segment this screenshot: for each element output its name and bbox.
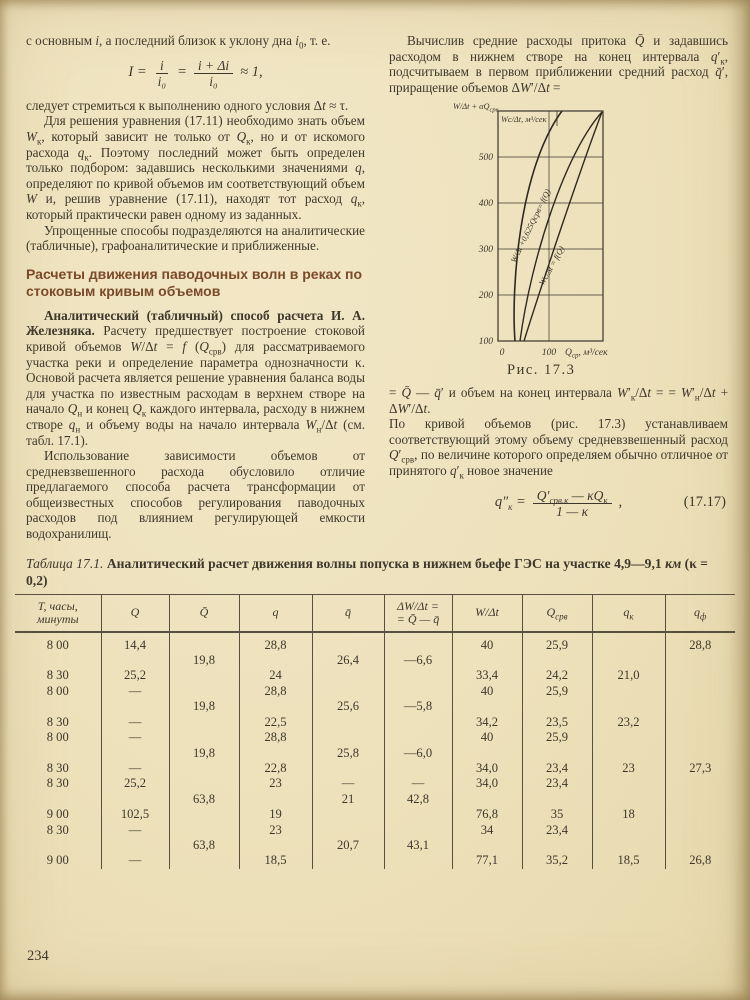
- x-axis-title: [565, 348, 608, 360]
- formula-17-17: [389, 488, 728, 519]
- table-cell: [15, 838, 101, 853]
- left-column: [26, 33, 365, 542]
- table-cell: 25,9: [522, 730, 592, 745]
- table-cell: [384, 632, 452, 653]
- formula-lhs: I =: [128, 64, 147, 81]
- table-cell: 25,8: [312, 746, 384, 761]
- table-cell: —: [101, 823, 169, 838]
- table-cell: [169, 715, 239, 730]
- table-cell: [665, 668, 735, 683]
- fraction-denominator: i₀: [157, 73, 167, 89]
- table-cell: [522, 653, 592, 668]
- table-cell: 8 30: [46, 760, 69, 775]
- table-cell: 18: [592, 807, 665, 822]
- table-cell: —: [101, 715, 169, 730]
- paragraph: с основным i, а последний близок к уклону дна $i_0$, т. е.: [26, 33, 331, 51]
- column-header: q: [239, 594, 312, 632]
- column-header: Q: [101, 594, 169, 632]
- table-cell: [522, 699, 592, 714]
- column-header: ΔW/Δt = = Q̄ — q̄: [384, 594, 452, 632]
- fraction-numerator: i: [156, 58, 168, 74]
- column-header: T, часы, минуты: [15, 594, 101, 632]
- paragraph: Упрощенные способы подразделяются на аналитические (табличные), графоаналитические и приближенные.: [26, 222, 365, 254]
- table-cell: 19: [239, 807, 312, 822]
- table-cell: [15, 653, 101, 668]
- table-cell: 23,4: [522, 823, 592, 838]
- fraction-numerator: $Q'_{срв.к}$ — $\kappa Q_к$: [533, 488, 612, 504]
- table-row: [15, 838, 735, 853]
- equals-sign: =: [177, 64, 187, 81]
- table-cell: [522, 792, 592, 807]
- table-cell: 24,2: [522, 668, 592, 683]
- table-cell: [592, 823, 665, 838]
- table-header: [15, 594, 735, 632]
- bold-lead-in: Аналитический (табличный) способ расчета И. А. Железняка.: [26, 307, 365, 339]
- y-tick-500: 500: [478, 153, 493, 164]
- table-cell: 28,8: [239, 730, 312, 745]
- y-tick-200: 200: [478, 291, 493, 302]
- curve-label-loop: Wс/Δt = f(Q): [537, 245, 567, 288]
- table-cell: [101, 746, 169, 761]
- y-axis-outer-title-main: W/Δt + αQ: [453, 102, 490, 112]
- x-tick-0: 0: [499, 348, 505, 359]
- paragraph-text: Расчету предшествует построение стоковой кривой объемов W/Δt = f $(Q_{срв})$ для рассматриваемого участка реки и определение параметра однозначности κ. Основой расчета является решение уравнения баланса воды для участка по известным расходам в верхнем створе на начало $Q_н$ и конец $Q_к$ каждого интервала, расходу в нижнем створе $q_н$ и объему воды на начало интервала $W_н/\Delta t$ (см. табл. 17.1).: [26, 323, 366, 448]
- formula-rhs: ≈ 1,: [240, 64, 263, 81]
- column-header: Q̄: [169, 594, 239, 632]
- table-cell: 34,0: [452, 776, 522, 791]
- fraction-denominator: i₀: [209, 73, 218, 89]
- table-cell: 34: [452, 823, 522, 838]
- table-cell: [665, 823, 735, 838]
- table-cell: [665, 715, 735, 730]
- table-cell: —: [101, 684, 169, 699]
- fraction: [154, 58, 170, 89]
- table-cell: 9 00: [46, 807, 69, 822]
- fraction-numerator: i + Δi: [194, 58, 233, 74]
- y-tick-300: 300: [478, 245, 493, 256]
- table-cell: [101, 838, 169, 853]
- table-header-row: [15, 594, 735, 632]
- table-cell: [312, 715, 384, 730]
- table-cell: 34,0: [452, 761, 522, 776]
- table-cell: 18,5: [239, 853, 312, 868]
- y-axis-tick-labels: [478, 153, 494, 347]
- table-cell: 23,4: [522, 761, 592, 776]
- table-cell: 26,4: [312, 653, 384, 668]
- table-cell: [169, 853, 239, 868]
- table-cell: —6,0: [384, 746, 452, 761]
- column-header: q̄: [312, 594, 384, 632]
- table-cell: [239, 653, 312, 668]
- table-cell: [592, 730, 665, 745]
- table-cell: 27,3: [665, 761, 735, 776]
- table-cell: 8 30: [46, 822, 69, 837]
- table-cell: [169, 776, 239, 791]
- table-cell: [169, 684, 239, 699]
- section-heading: Расчеты движения паводочных волн в реках по стоковым кривым объемов: [26, 265, 363, 299]
- paragraph: По кривой объемов (рис. 17.3) устанавливаем соответствующий этому объему средневзвешенный расход $Q'_{срв}$, по величине которого определяем обычно отличное от принятого $q'_к$ новое значение: [389, 416, 728, 481]
- table-cell: [169, 823, 239, 838]
- volume-curves-chart: [453, 99, 705, 361]
- column-header: $Q_{срв}$: [522, 594, 592, 632]
- table-cell: [452, 699, 522, 714]
- table-cell: 8 30: [46, 776, 69, 791]
- table-cell: [452, 838, 522, 853]
- formula-comma: ,: [618, 494, 623, 511]
- table-cell: 34,2: [452, 715, 522, 730]
- table-cell: [384, 730, 452, 745]
- y-tick-100: 100: [478, 337, 493, 348]
- table-cell: [312, 730, 384, 745]
- table-cell: 25,6: [312, 699, 384, 714]
- table-cell: [15, 699, 101, 714]
- table-cell: 102,5: [101, 807, 169, 822]
- table-cell: 40: [452, 632, 522, 653]
- table-cell: [592, 653, 665, 668]
- table-cell: [452, 653, 522, 668]
- table-cell: [665, 776, 735, 791]
- table-cell: [522, 746, 592, 761]
- table-cell: 23,5: [522, 715, 592, 730]
- column-header: $q_ф$: [665, 594, 735, 632]
- table-cell: [169, 668, 239, 683]
- table-cell: 40: [452, 684, 522, 699]
- curve-loop-falling-limb: [524, 112, 602, 341]
- table-cell: [239, 838, 312, 853]
- curve-weighted-volume: [514, 111, 562, 341]
- column-header: W/Δt: [452, 594, 522, 632]
- table-row: [15, 776, 735, 791]
- table-cell: [384, 761, 452, 776]
- table-cell: 35,2: [522, 853, 592, 868]
- table-cell: 22,8: [239, 761, 312, 776]
- table-cell: [169, 761, 239, 776]
- table-row: [15, 792, 735, 807]
- table-row: [15, 761, 735, 776]
- page-number: 234: [27, 948, 49, 964]
- table-caption: [26, 555, 724, 589]
- paragraph: следует стремиться к выполнению одного условия Δt ≈ τ.: [26, 97, 349, 113]
- table-cell: 63,8: [169, 792, 239, 807]
- table-cell: [312, 823, 384, 838]
- y-axis-outer-title-subscript: срв: [489, 106, 499, 114]
- table-cell: [665, 684, 735, 699]
- y-axis-inner-title: Wс/Δt, м³/сек: [501, 115, 547, 125]
- table-cell: 23,4: [522, 776, 592, 791]
- table-cell: [312, 761, 384, 776]
- table-row: [15, 715, 735, 730]
- table-cell: [665, 653, 735, 668]
- table-cell: 23: [592, 761, 665, 776]
- table-cell: 25,9: [522, 632, 592, 653]
- table-cell: [592, 792, 665, 807]
- table-cell: [665, 699, 735, 714]
- table-cell: 22,5: [239, 715, 312, 730]
- table-cell: [384, 668, 452, 683]
- table-cell: 24: [239, 668, 312, 683]
- table-cell: 40: [452, 730, 522, 745]
- column-header: $q_к$: [592, 594, 665, 632]
- table-cell: [665, 746, 735, 761]
- table-cell: 8 00: [46, 730, 69, 745]
- table-cell: [665, 730, 735, 745]
- x-axis-title-symbol: Q: [565, 348, 572, 359]
- table-cell: 19,8: [169, 699, 239, 714]
- table-cell: 8 30: [46, 714, 69, 729]
- x-axis-title-units: , м³/сек: [578, 348, 608, 359]
- table-cell: [239, 699, 312, 714]
- table-cell: 28,8: [239, 632, 312, 653]
- table-cell: —: [101, 761, 169, 776]
- table-cell: [384, 807, 452, 822]
- table-cell: [239, 792, 312, 807]
- table-cell: 23,2: [592, 715, 665, 730]
- paragraph: = Q̄ — q̄′ и объем на конец интервала $W'_к/\Delta t$ = = $W'_н/\Delta t + \Delta W'/\Delta t$.: [389, 384, 729, 416]
- table-caption-number: Таблица 17.1.: [26, 555, 104, 571]
- table-cell: [312, 684, 384, 699]
- figure-caption: Рис. 17.3: [507, 362, 576, 379]
- table-cell: [452, 746, 522, 761]
- table-cell: 25,9: [522, 684, 592, 699]
- table-body: [15, 632, 735, 869]
- table-cell: —: [101, 853, 169, 868]
- table-caption-title: Аналитический расчет движения волны попуска в нижнем бьефе ГЭС на участке 4,9—9,1 км (κ = 0,2): [26, 555, 708, 588]
- calculation-table: [15, 594, 735, 869]
- table-cell: [592, 746, 665, 761]
- table-cell: —: [101, 730, 169, 745]
- table-cell: 28,8: [665, 632, 735, 653]
- table-row: [15, 653, 735, 668]
- table-cell: [101, 699, 169, 714]
- table-cell: 18,5: [592, 853, 665, 868]
- table-cell: [452, 792, 522, 807]
- table-cell: [312, 632, 384, 653]
- table-cell: 8 00: [46, 683, 69, 698]
- table-cell: [101, 792, 169, 807]
- paragraph: Использование зависимости объемов от средневзвешенного расхода обусловило отличие предлагаемого способа расчета трансформации от общеизвестных способов регулирования паводочных расходов под влиянием регулирующей емкости водохранилищ.: [26, 448, 365, 542]
- table-cell: 8 00: [46, 637, 69, 652]
- paragraph: [26, 308, 365, 448]
- table-cell: —: [384, 776, 452, 791]
- table-cell: 20,7: [312, 838, 384, 853]
- table-cell: 23: [239, 776, 312, 791]
- table-cell: 19,8: [169, 653, 239, 668]
- table-cell: [384, 684, 452, 699]
- table-row: [15, 699, 735, 714]
- table-cell: [384, 715, 452, 730]
- paragraph: Вычислив средние расходы притока Q̄ и задавшись расходом в нижнем створе на конец интервала $q'_к$, подсчитываем в первом приближении средний расход q̄′, приращение объемов ΔW′/Δt =: [389, 33, 728, 95]
- table-cell: [312, 807, 384, 822]
- table-cell: —6,6: [384, 653, 452, 668]
- table-cell: —: [312, 776, 384, 791]
- table-cell: [169, 730, 239, 745]
- table-cell: [665, 807, 735, 822]
- table-cell: 21: [312, 792, 384, 807]
- table-cell: [15, 792, 101, 807]
- table-cell: 26,8: [665, 853, 735, 868]
- equation-number: (17.17): [683, 494, 726, 511]
- table-cell: [312, 668, 384, 683]
- x-axis-title-subscript: ср: [571, 351, 579, 360]
- table-cell: 14,4: [101, 632, 169, 653]
- table-row: [15, 730, 735, 745]
- table-cell: 25,2: [101, 776, 169, 791]
- table-cell: [665, 838, 735, 853]
- x-axis-labels: [500, 348, 608, 360]
- table-cell: 42,8: [384, 792, 452, 807]
- table-cell: [592, 684, 665, 699]
- table-cell: [592, 776, 665, 791]
- table-cell: [169, 807, 239, 822]
- table-cell: [239, 746, 312, 761]
- table-row: [15, 632, 735, 653]
- table-cell: 76,8: [452, 807, 522, 822]
- paragraph: Для решения уравнения (17.11) необходимо знать объем $W_к$, который зависит не только от $Q_к$, но и от искомого расхода $q_к$. Поэтому последний может быть определен только подбором: задавшись несколькими значениями q, определяют по кривой объемов им соответствующий объем W и, решив уравнение (17.11), находят тот расход $q_к$, который практически равен одному из заданных.: [26, 113, 366, 222]
- table-cell: 9 00: [46, 853, 69, 868]
- table-row: [15, 684, 735, 699]
- table-cell: 63,8: [169, 838, 239, 853]
- table-cell: 19,8: [169, 746, 239, 761]
- formula-lhs: $q''_к$ =: [494, 494, 526, 513]
- table-row: [15, 668, 735, 683]
- table-cell: 35: [522, 807, 592, 822]
- table-row: [15, 807, 735, 822]
- table-row: [15, 853, 735, 868]
- table-cell: 43,1: [384, 838, 452, 853]
- table-cell: [384, 853, 452, 868]
- right-column: [389, 33, 728, 542]
- table-row: [15, 746, 735, 761]
- table-cell: —5,8: [384, 699, 452, 714]
- table-cell: [665, 792, 735, 807]
- fraction-denominator: 1 — κ: [556, 503, 589, 519]
- table-cell: 8 30: [46, 668, 69, 683]
- table-cell: [15, 746, 101, 761]
- y-axis-outer-title: [453, 102, 499, 114]
- table-cell: [384, 823, 452, 838]
- table-cell: 21,0: [592, 668, 665, 683]
- table-cell: [592, 838, 665, 853]
- table-cell: [592, 699, 665, 714]
- table-cell: [169, 632, 239, 653]
- table-cell: [101, 653, 169, 668]
- table-cell: 77,1: [452, 853, 522, 868]
- y-tick-400: 400: [478, 199, 493, 210]
- table-cell: 28,8: [239, 684, 312, 699]
- formula-slope-ratio: [26, 58, 365, 89]
- table-cell: 25,2: [101, 668, 169, 683]
- fraction: [533, 488, 612, 519]
- x-tick-100: 100: [541, 348, 557, 359]
- table-cell: [592, 632, 665, 653]
- table-cell: [312, 853, 384, 868]
- table-row: [15, 823, 735, 838]
- figure-17-3: [453, 99, 728, 361]
- curve-label-weighted-volume: W/Δt +0,625Qсрв= f(Q): [509, 188, 553, 265]
- table-cell: [522, 838, 592, 853]
- table-cell: 23: [239, 823, 312, 838]
- fraction: [194, 58, 233, 89]
- table-cell: 33,4: [452, 668, 522, 683]
